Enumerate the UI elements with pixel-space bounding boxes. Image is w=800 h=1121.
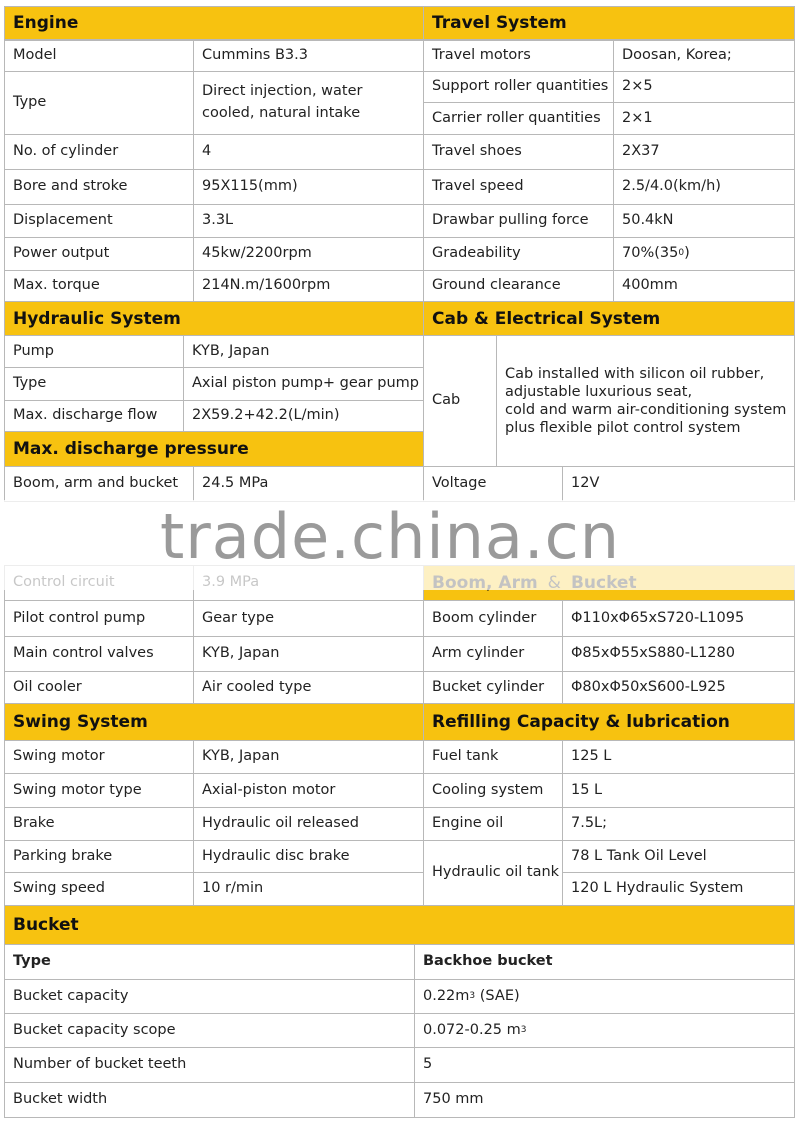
hydraulic-row-value: 2X59.2+42.2(L/min) [183,400,424,432]
engine-row-label: No. of cylinder [4,134,194,170]
bucket-capacity-unit: (SAE) [475,987,520,1004]
pressure-title: Max. discharge pressure [13,439,249,459]
boom-row-value: Φ110xΦ65xS720-L1095 [562,600,795,637]
cab-title: Cab & Electrical System [432,308,661,329]
pressure-row-value: 24.5 MPa [193,466,424,502]
bucket-row-label: Bucket width [4,1082,415,1118]
boom-row-label: Boom cylinder [423,600,563,637]
travel-row-label: Travel motors [423,40,614,72]
travel-row-label: Carrier roller quantities [423,102,614,135]
bucket-row-label: Number of bucket teeth [4,1047,415,1083]
cab-label: Cab [423,335,497,467]
swing-row-label: Parking brake [4,840,194,873]
travel-row-label: Gradeability [423,237,614,271]
pressure-row-label: Boom, arm and bucket [4,466,194,502]
engine-row-label: Bore and stroke [4,169,194,205]
cab-header [423,301,795,336]
pressure-row-value: Air cooled type [193,671,424,704]
hydraulic-header [4,301,424,336]
bucket-row-label: Bucket capacity [4,979,415,1014]
gradeability-close: ) [684,245,690,262]
bucket-head-label: Type [4,944,415,980]
travel-row-value: 2X37 [613,134,795,170]
hydraulic-row-value: Axial piston pump+ gear pump [183,367,424,401]
travel-row-label: Support roller quantities [423,71,614,103]
cab-line: cold and warm air-conditioning system [505,402,787,418]
hydraulic-row-label: Max. discharge flow [4,400,184,432]
bucket-row-value: 750 mm [414,1082,795,1118]
bucket-row-label: Bucket capacity scope [4,1013,415,1048]
bucket-scope-value: 0.072-0.25 m [423,1021,521,1038]
engine-row-value: Direct injection, water cooled, natural intake [193,71,424,135]
travel-row-label: Ground clearance [423,270,614,302]
swing-title: Swing System [13,712,148,732]
swing-row-value: Axial-piston motor [193,773,424,808]
travel-row-label: Travel shoes [423,134,614,170]
hydraulic-row-value: KYB, Japan [183,335,424,368]
engine-header [4,6,424,40]
bucket-capacity-value: 0.22m [423,987,470,1004]
hydraulic-tank-value: 78 L Tank Oil Level [562,840,795,873]
boom-row-label: Bucket cylinder [423,671,563,704]
hydraulic-row-label: Type [4,367,184,401]
refill-row-value: 125 L [562,740,795,774]
bucket-row-value: 5 [414,1047,795,1083]
refill-row-value: 7.5L; [562,807,795,841]
swing-row-label: Swing motor [4,740,194,774]
gradeability-value: 70%(35 [622,245,679,262]
engine-title: Engine [13,13,79,33]
engine-row-value: 3.3L [193,204,424,238]
refill-row-label: Cooling system [423,773,563,808]
swing-header [4,703,424,741]
cubic-sup: 3 [469,990,476,1001]
engine-row-label: Model [4,40,194,72]
watermark-text: trade.china.cn [160,500,620,573]
gradeability-degree: 0 [678,248,685,259]
pressure-row-value: Gear type [193,600,424,637]
bucket-header [4,905,795,945]
cab-line: plus flexible pilot control system [505,420,741,437]
travel-header [423,6,795,40]
engine-row-value: 95X115(mm) [193,169,424,205]
cab-description [496,335,795,467]
pressure-row-value: KYB, Japan [193,636,424,672]
pressure-header [4,431,424,467]
swing-row-value: Hydraulic disc brake [193,840,424,873]
bucket-head-value: Backhoe bucket [414,944,795,980]
voltage-value: 12V [562,466,795,502]
voltage-label: Voltage [423,466,563,502]
refill-header [423,703,795,741]
boom-row-value: Φ80xΦ50xS600-L925 [562,671,795,704]
engine-row-value: 45kw/2200rpm [193,237,424,271]
engine-row-label: Power output [4,237,194,271]
hydraulic-row-label: Pump [4,335,184,368]
pressure-row-label: Pilot control pump [4,600,194,637]
travel-row-label: Drawbar pulling force [423,204,614,238]
swing-row-value: Hydraulic oil released [193,807,424,841]
travel-row-value [613,237,795,271]
pressure-row-label: Main control valves [4,636,194,672]
travel-row-label: Travel speed [423,169,614,205]
swing-row-value: KYB, Japan [193,740,424,774]
bucket-title: Bucket [13,915,79,935]
cab-line: adjustable luxurious seat, [505,383,693,400]
swing-row-value: 10 r/min [193,872,424,906]
boom-row-value: Φ85xΦ55xS880-L1280 [562,636,795,672]
pressure-row-label: Oil cooler [4,671,194,704]
travel-row-value: 50.4kN [613,204,795,238]
travel-row-value: 2.5/4.0(km/h) [613,169,795,205]
travel-title: Travel System [432,13,567,33]
travel-row-value: 2×5 [613,71,795,103]
boom-row-label: Arm cylinder [423,636,563,672]
hydraulic-title: Hydraulic System [13,308,181,329]
engine-row-value: 4 [193,134,424,170]
refill-row-label: Fuel tank [423,740,563,774]
engine-row-value: Cummins B3.3 [193,40,424,72]
engine-row-label: Max. torque [4,270,194,302]
cubic-sup: 3 [520,1024,527,1035]
travel-row-value: Doosan, Korea; [613,40,795,72]
hydraulic-tank-label: Hydraulic oil tank [423,840,563,906]
cab-line: Cab installed with silicon oil rubber, [505,365,765,382]
bucket-row-value [414,1013,795,1048]
engine-row-label: Displacement [4,204,194,238]
engine-row-label: Type [4,71,194,135]
refill-row-value: 15 L [562,773,795,808]
refill-title: Refilling Capacity & lubrication [432,712,730,732]
engine-row-value: 214N.m/1600rpm [193,270,424,302]
travel-row-value: 2×1 [613,102,795,135]
bucket-row-value [414,979,795,1014]
refill-row-label: Engine oil [423,807,563,841]
swing-row-label: Swing speed [4,872,194,906]
hydraulic-tank-value: 120 L Hydraulic System [562,872,795,906]
swing-row-label: Brake [4,807,194,841]
swing-row-label: Swing motor type [4,773,194,808]
travel-row-value: 400mm [613,270,795,302]
